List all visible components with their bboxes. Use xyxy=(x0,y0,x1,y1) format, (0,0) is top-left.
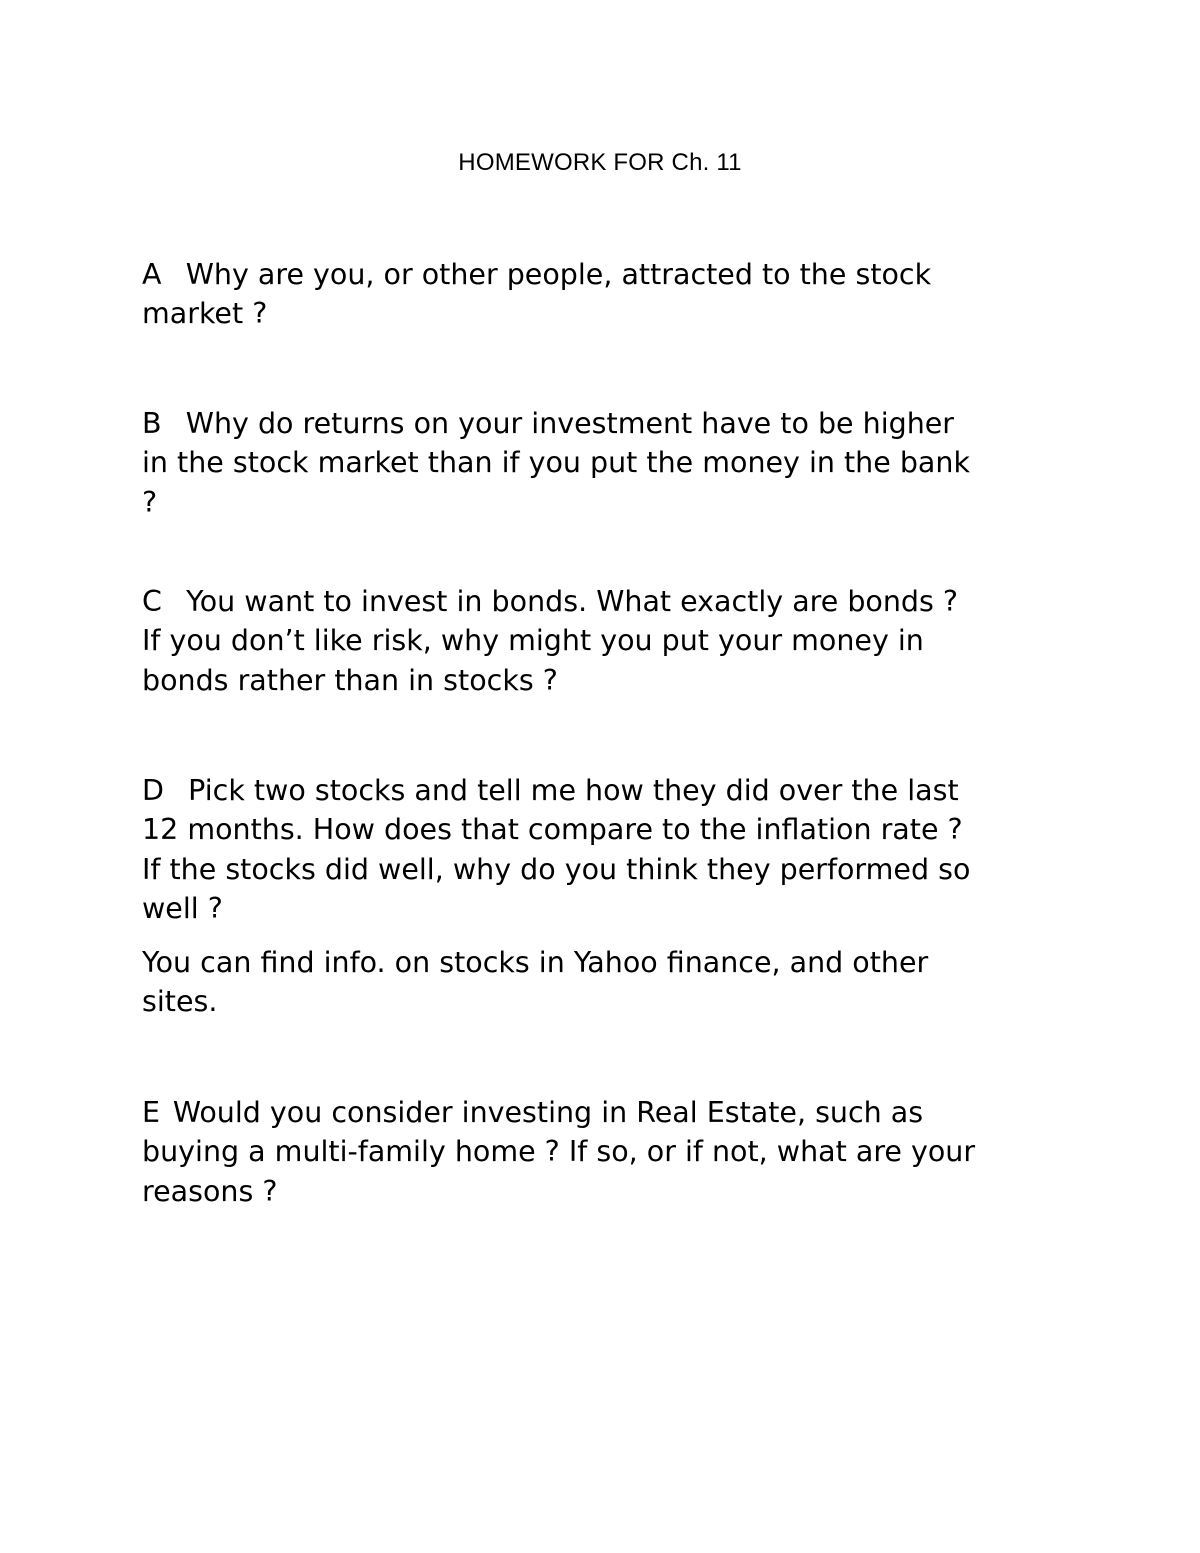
question-b-text-1: Why do returns on your investment have to be higher xyxy=(185,407,955,440)
question-d-text-3: If the stocks did well, why do you think they performed so xyxy=(142,852,971,886)
question-a-line-1 xyxy=(142,255,1082,294)
question-e-line-1 xyxy=(142,1093,1082,1132)
question-b-letter: B xyxy=(142,407,162,440)
question-b-text-2: in the stock market than if you put the money in the bank xyxy=(142,446,970,480)
question-c-text-1: You want to invest in bonds. What exactly are bonds ? xyxy=(186,585,959,618)
question-c-letter: C xyxy=(142,585,162,618)
question-a xyxy=(142,255,1082,334)
question-e-text-1: Would you consider investing in Real Estate, such as xyxy=(172,1096,924,1129)
note-text-1: You can find info. on stocks in Yahoo finance, and other xyxy=(142,946,929,979)
question-e-letter: E xyxy=(142,1096,161,1129)
question-d-line-1 xyxy=(142,771,1082,810)
question-a-text-1: Why are you, or other people, attracted to the stock xyxy=(185,258,932,291)
question-d-letter: D xyxy=(142,774,164,807)
question-b xyxy=(142,404,1082,522)
stocks-info-note xyxy=(142,943,1082,1022)
question-d-text-4: well ? xyxy=(142,891,223,925)
question-c-text-3: bonds rather than in stocks ? xyxy=(142,663,558,697)
question-a-text-2: market ? xyxy=(142,297,268,331)
question-c-text-2: If you don’t like risk, why might you put your money in xyxy=(142,624,924,658)
question-a-letter: A xyxy=(142,258,162,291)
question-b-line-1 xyxy=(142,404,1082,443)
question-b-text-3: ? xyxy=(142,485,158,519)
question-d-text-2: 12 months. How does that compare to the inflation rate ? xyxy=(142,813,963,847)
question-c-line-1 xyxy=(142,582,1082,621)
question-c xyxy=(142,582,1082,700)
page-title: HOMEWORK FOR Ch. 11 xyxy=(458,149,742,176)
question-e xyxy=(142,1093,1082,1211)
question-e-text-2: buying a multi-family home ? If so, or if not, what are your xyxy=(142,1135,976,1169)
question-e-text-3: reasons ? xyxy=(142,1174,278,1208)
note-text-2: sites. xyxy=(142,985,218,1019)
question-d-text-1: Pick two stocks and tell me how they did over the last xyxy=(188,774,959,807)
question-d xyxy=(142,771,1082,928)
